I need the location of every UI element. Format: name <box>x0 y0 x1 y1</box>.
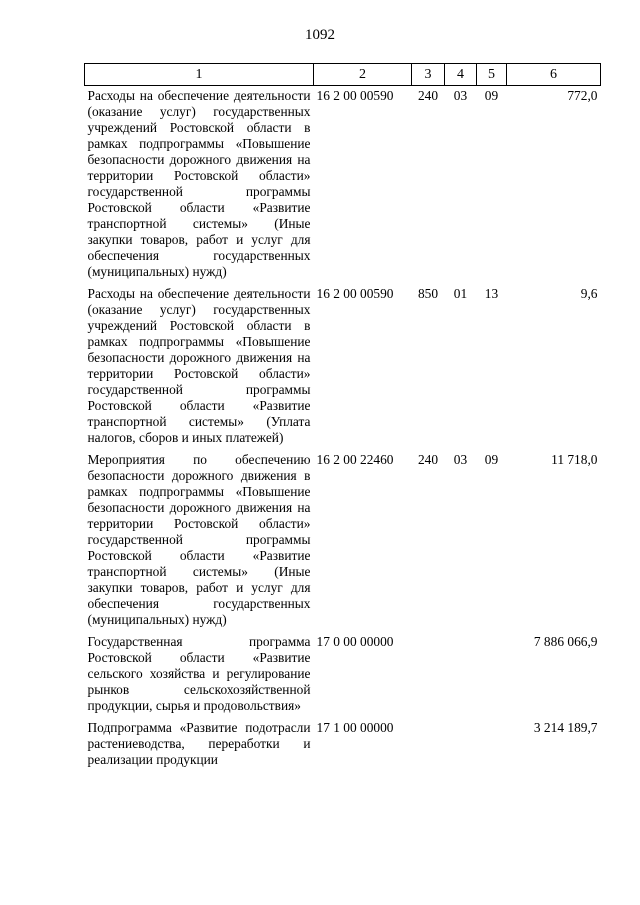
row-name: Расходы на обеспечение деятельности (оказание услуг) государственных учреждений Ростовской области в рамках подпрограммы «Повышение безопасности дорожного движения на территории Ростовской области» государственной программы Ростовской области «Развитие транспортной системы» (Иные закупки товаров, работ и услуг для обеспечения государственных (муниципальных) нужд) <box>87 88 311 279</box>
header-col-6: 6 <box>507 64 601 86</box>
row-target-code: 16 2 00 00590 <box>316 88 394 103</box>
row-subsection: 09 <box>484 452 499 467</box>
row-amount: 7 886 066,9 <box>533 634 598 649</box>
row-section <box>445 718 477 772</box>
row-subsection <box>477 632 507 718</box>
row-target-code: 17 1 00 00000 <box>316 720 394 735</box>
table-header-row <box>85 64 601 86</box>
table-row <box>85 450 601 632</box>
table-row <box>85 86 601 285</box>
row-expense-type: 850 <box>417 286 439 301</box>
header-col-1: 1 <box>85 64 314 86</box>
table-row <box>85 718 601 772</box>
row-amount: 772,0 <box>567 88 598 103</box>
row-amount: 3 214 189,7 <box>533 720 598 735</box>
header-col-3: 3 <box>412 64 445 86</box>
row-amount: 11 718,0 <box>551 452 598 467</box>
table-row <box>85 284 601 450</box>
row-name: Мероприятия по обеспечению безопасности дорожного движения в рамках подпрограммы «Повышение безопасности дорожного движения на территории Ростовской области» государственной программы Ростовской области «Развитие транспортной системы» (Иные закупки товаров, работ и услуг для обеспечения государственных (муниципальных) нужд) <box>87 452 311 627</box>
row-expense-type: 240 <box>417 88 439 103</box>
row-section: 03 <box>453 452 468 467</box>
row-target-code: 16 2 00 00590 <box>316 286 394 301</box>
row-expense-type: 240 <box>417 452 439 467</box>
row-section <box>445 632 477 718</box>
row-section: 01 <box>453 286 468 301</box>
page-number: 1092 <box>305 27 335 43</box>
row-amount: 9,6 <box>580 286 598 301</box>
row-name: Подпрограмма «Развитие подотрасли растениеводства, переработки и реализации продукции <box>87 720 311 767</box>
row-target-code: 16 2 00 22460 <box>316 452 394 467</box>
row-expense-type <box>412 718 445 772</box>
table-row <box>85 632 601 718</box>
row-subsection <box>477 718 507 772</box>
row-subsection: 13 <box>484 286 499 301</box>
row-target-code: 17 0 00 00000 <box>316 634 394 649</box>
row-subsection: 09 <box>484 88 499 103</box>
header-col-2: 2 <box>314 64 412 86</box>
row-name: Государственная программа Ростовской области «Развитие сельского хозяйства и регулирование рынков сельскохозяйственной продукции, сырья и продовольствия» <box>87 634 311 713</box>
header-col-4: 4 <box>445 64 477 86</box>
row-expense-type <box>412 632 445 718</box>
header-col-5: 5 <box>477 64 507 86</box>
row-name: Расходы на обеспечение деятельности (оказание услуг) государственных учреждений Ростовской области в рамках подпрограммы «Повышение безопасности дорожного движения на территории Ростовской области» государственной программы Ростовской области «Развитие транспортной системы» (Уплата налогов, сборов и иных платежей) <box>87 286 311 445</box>
row-section: 03 <box>453 88 468 103</box>
budget-table <box>84 63 601 772</box>
